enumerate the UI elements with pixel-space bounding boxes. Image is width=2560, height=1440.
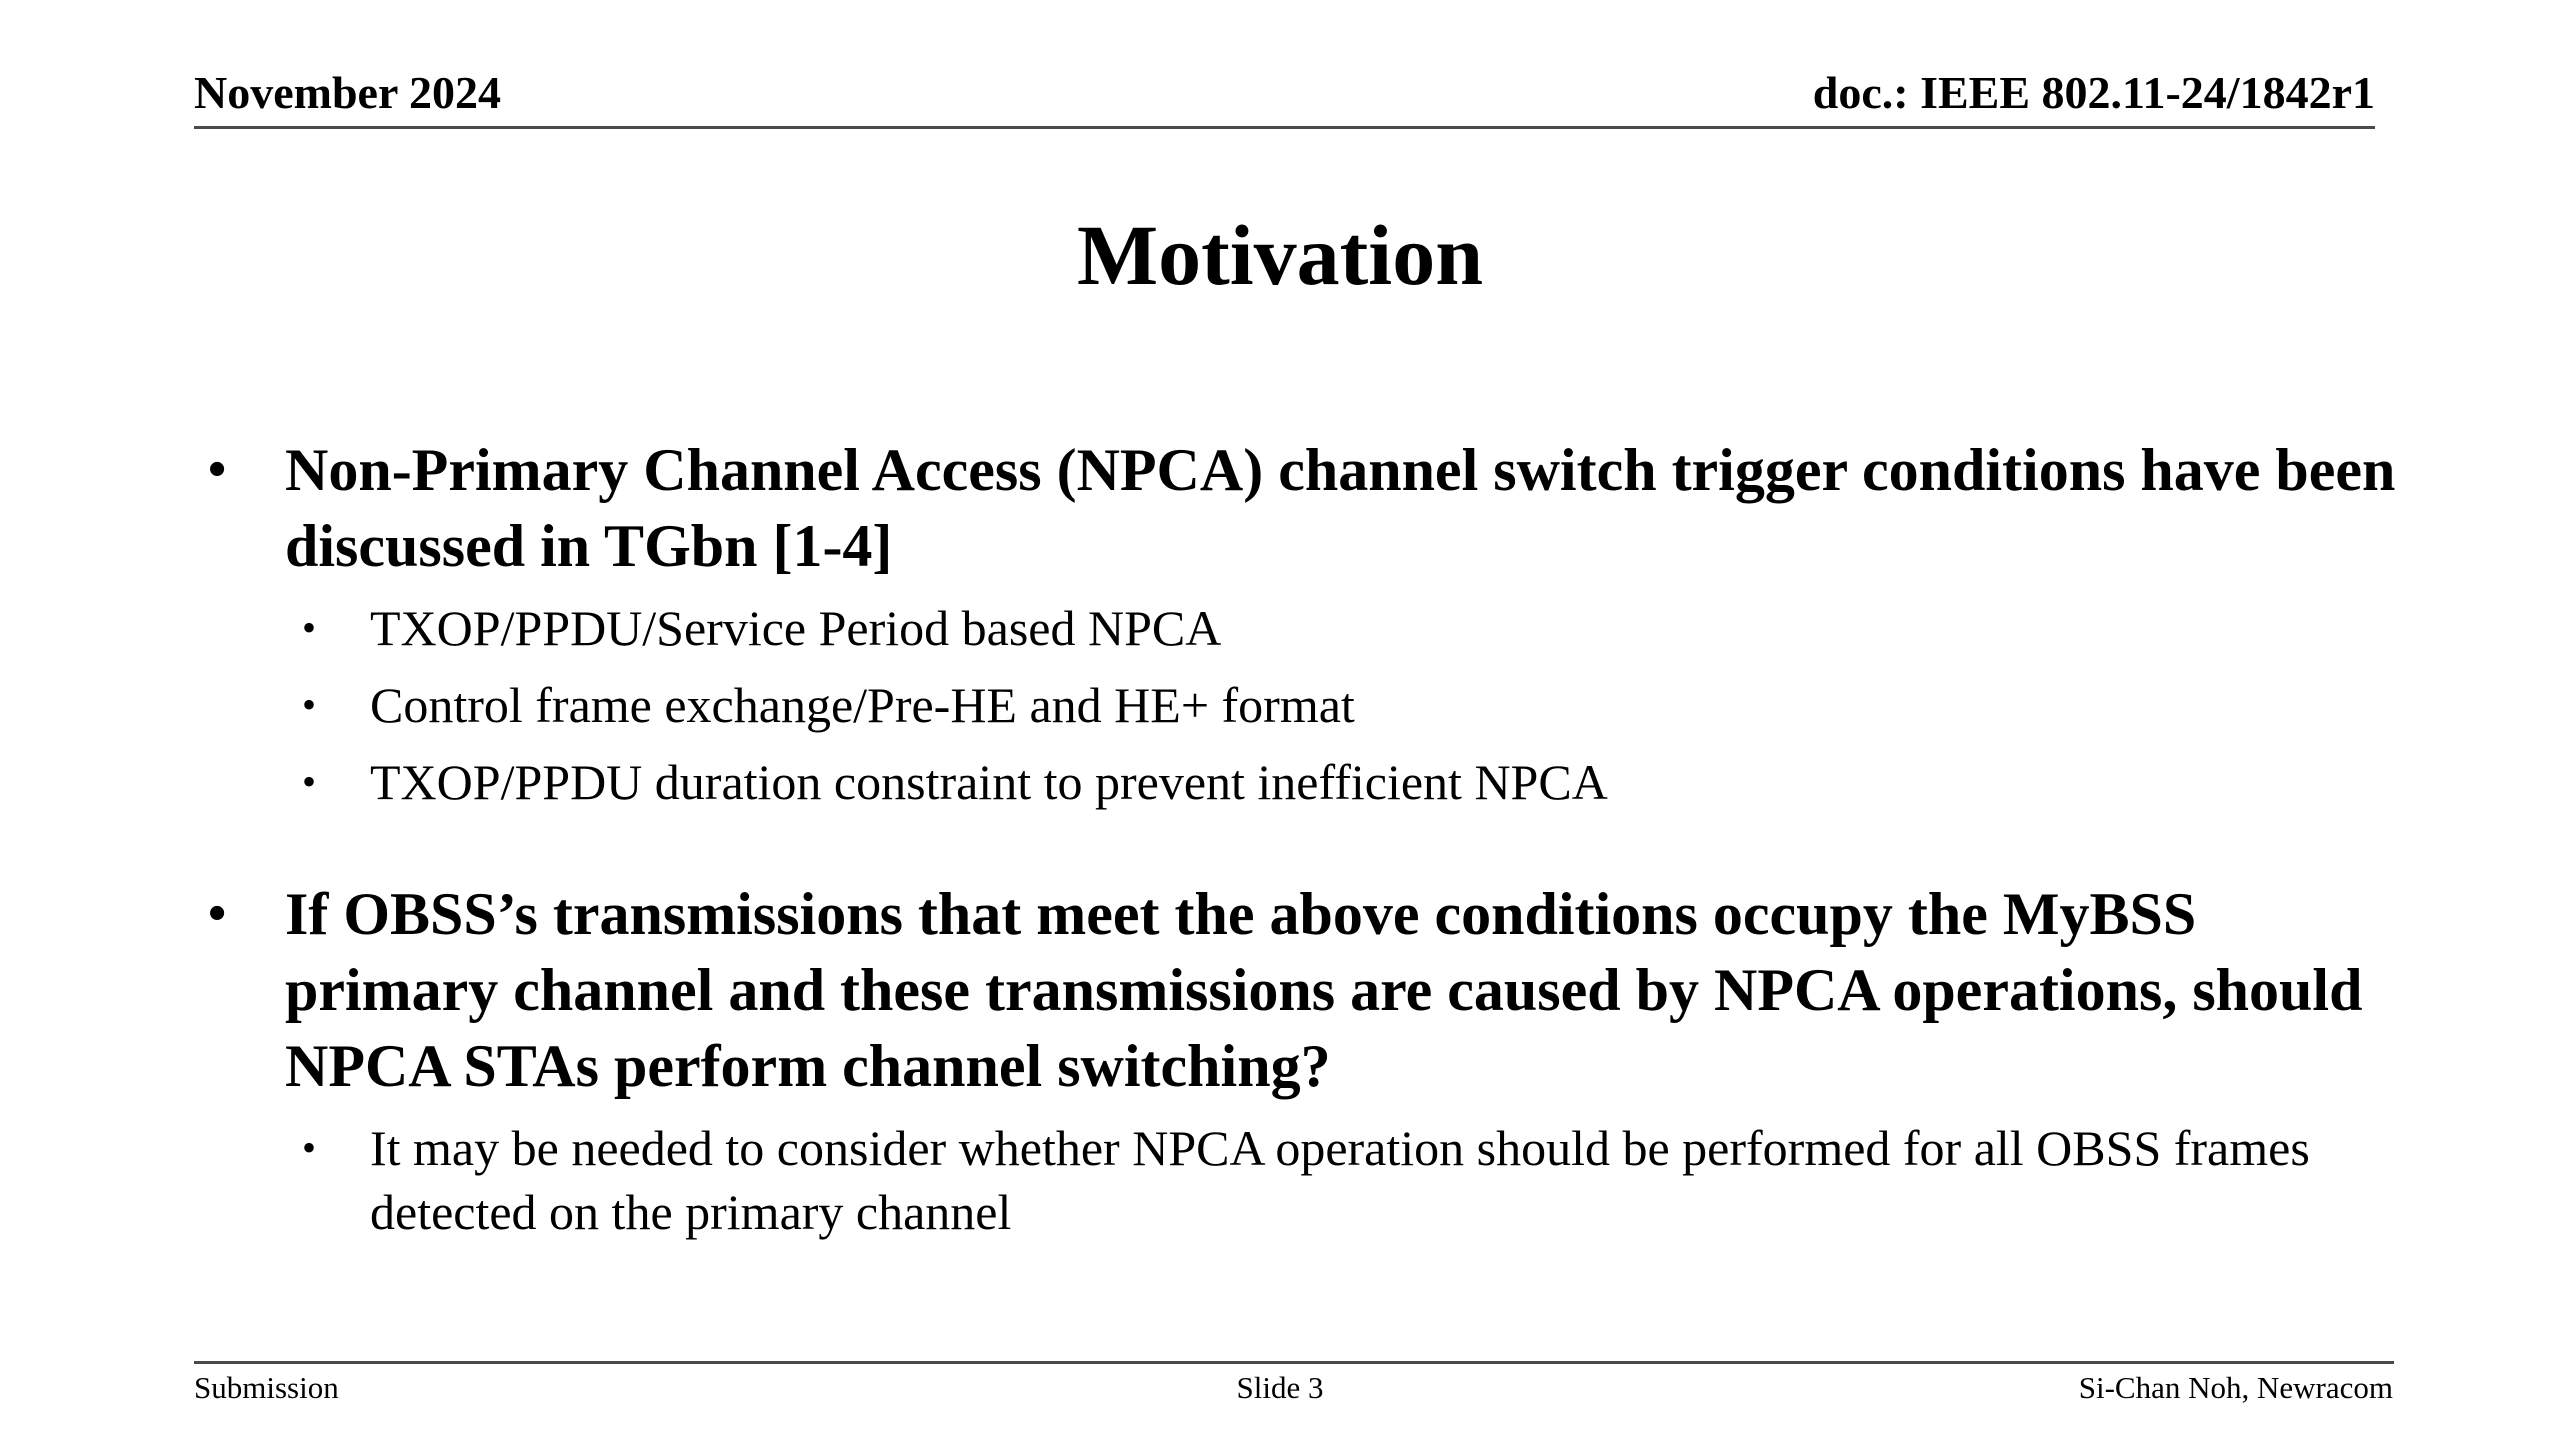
bullet-text: Non-Primary Channel Access (NPCA) channel switch trigger conditions have been discussed in TGbn [1-4] [285, 437, 2396, 579]
bullet-icon: • [208, 885, 227, 942]
sub-bullet-text: It may be needed to consider whether NPCA operation should be performed for all OBSS frames detected on the primary channel [370, 1120, 2310, 1240]
footer-submission: Submission [194, 1370, 339, 1405]
bullet-icon: • [208, 441, 227, 498]
sub-bullet-item [205, 596, 2405, 660]
bullet-item [205, 432, 2405, 584]
bullet-icon: • [302, 759, 317, 804]
bullet-icon: • [302, 682, 317, 727]
sub-bullet-item [205, 750, 2405, 814]
sub-bullet-item [205, 673, 2405, 737]
slide-title: Motivation [1076, 207, 1484, 303]
footer-slide-number: Slide 3 [1236, 1370, 1324, 1405]
header-doc-id: doc.: IEEE 802.11-24/1842r1 [1812, 67, 2375, 118]
header-divider [194, 126, 2375, 129]
sub-bullet-text: Control frame exchange/Pre-HE and HE+ format [370, 677, 1355, 733]
sub-bullet-text: TXOP/PPDU duration constraint to prevent inefficient NPCA [370, 754, 1608, 810]
bullet-item [205, 876, 2405, 1104]
header-date: November 2024 [194, 67, 502, 118]
sub-bullet-text: TXOP/PPDU/Service Period based NPCA [370, 600, 1222, 656]
bullet-icon: • [302, 1125, 317, 1170]
sub-bullet-item [205, 1116, 2405, 1244]
footer-author: Si-Chan Noh, Newracom [2078, 1370, 2393, 1405]
bullet-icon: • [302, 605, 317, 650]
footer-divider [194, 1361, 2394, 1364]
slide-body [205, 432, 2405, 1244]
bullet-text: If OBSS’s transmissions that meet the above conditions occupy the MyBSS primary channel and these transmissions are caused by NPCA operations, should NPCA STAs perform channel switching? [285, 881, 2363, 1099]
